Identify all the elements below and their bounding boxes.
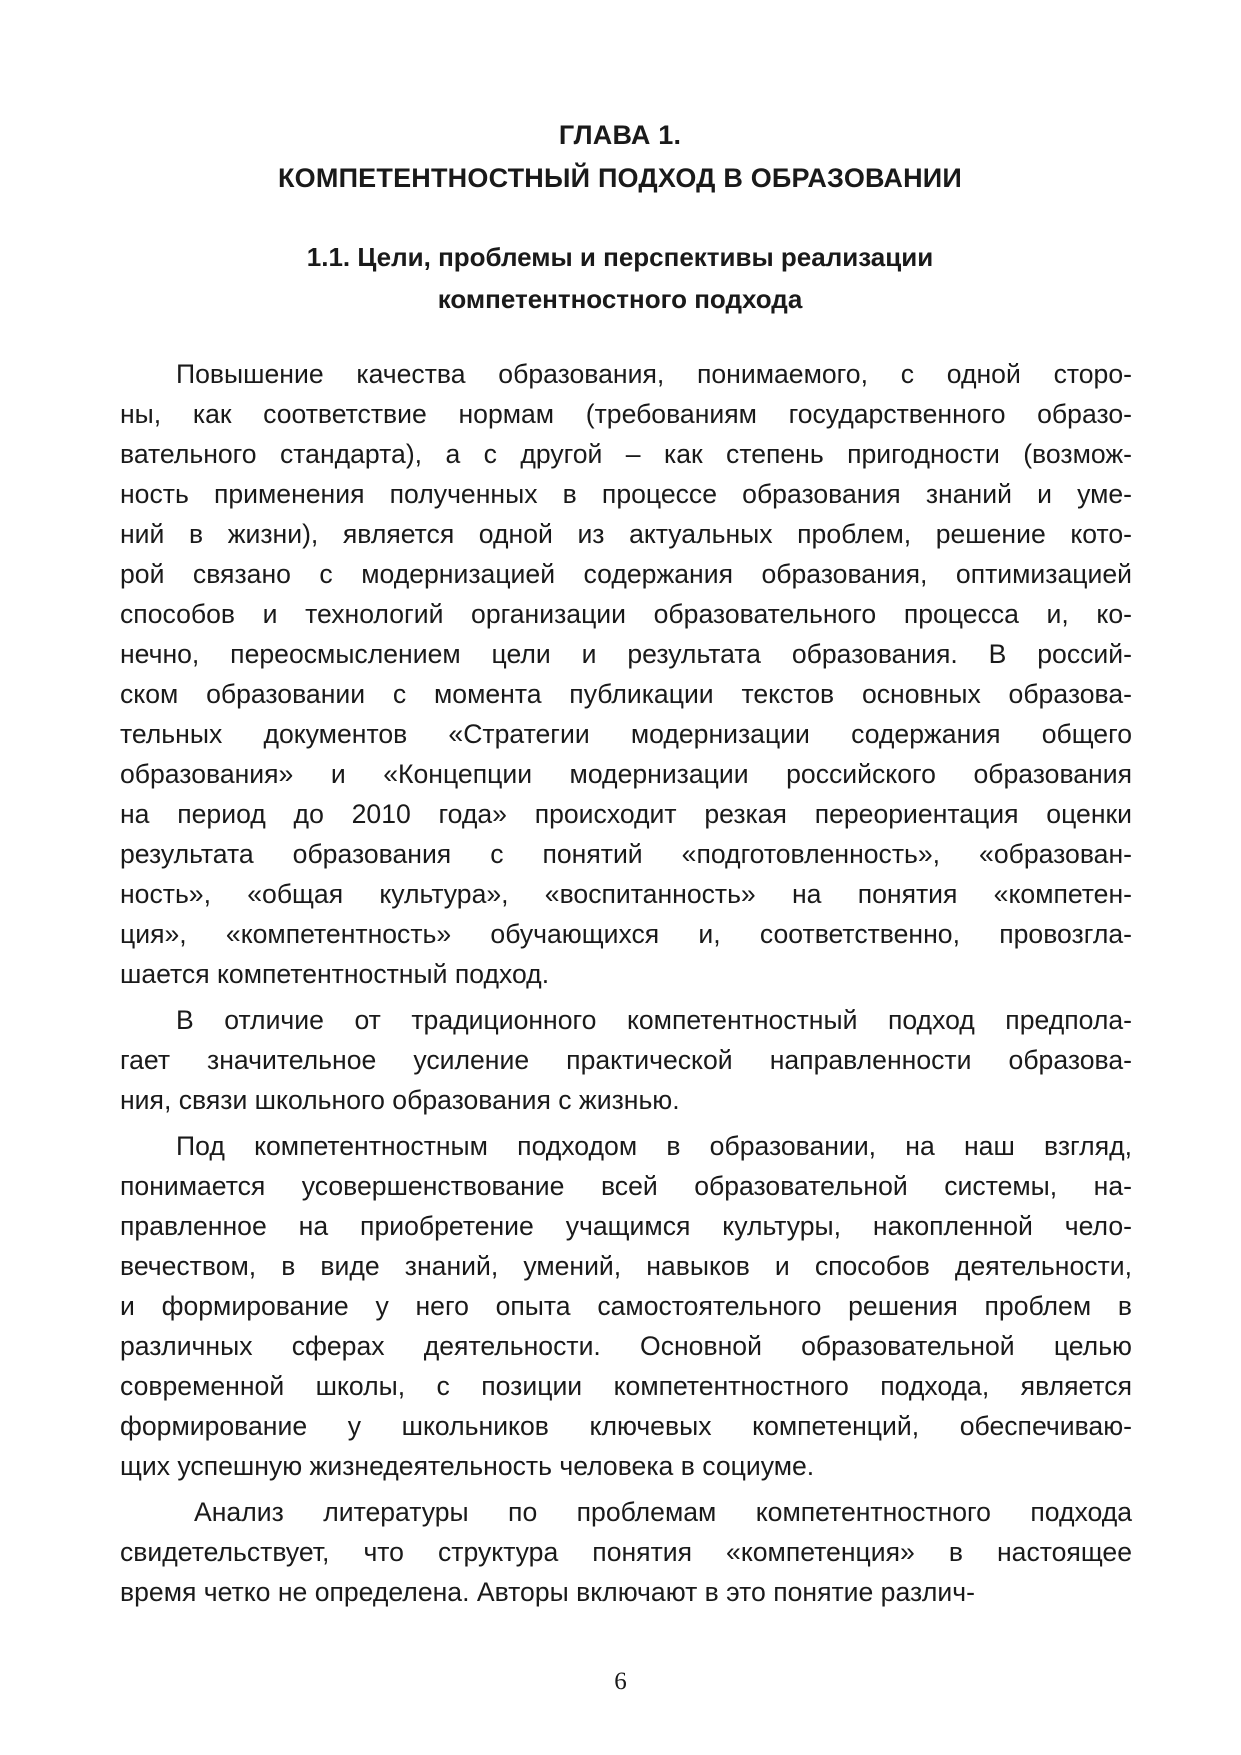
text-line: ний в жизни), является одной из актуальных проблем, решение кото- xyxy=(120,519,1132,549)
paragraph xyxy=(120,1126,1132,1486)
section-title-line-2: компетентностного подхода xyxy=(437,284,803,314)
text-line: вечеством, в виде знаний, умений, навыков и способов деятельности, xyxy=(120,1251,1132,1281)
text-line: Под компетентностным подходом в образовании, на наш взгляд, xyxy=(176,1131,1132,1161)
text-line: понимается усовершенствование всей образовательной системы, на- xyxy=(120,1171,1132,1201)
text-line: формирование у школьников ключевых компетенций, обеспечиваю- xyxy=(120,1411,1132,1441)
text-line: свидетельствует, что структура понятия «компетенция» в настоящее xyxy=(120,1537,1132,1567)
chapter-number: ГЛАВА 1. xyxy=(558,120,682,150)
text-line: гает значительное усиление практической направленности образова- xyxy=(120,1045,1132,1075)
chapter-heading xyxy=(120,114,1120,200)
text-line: щих успешную жизнедеятельность человека в социуме. xyxy=(120,1451,815,1481)
text-line: ция», «компетентность» обучающихся и, соответственно, провозгла- xyxy=(120,919,1132,949)
page-number: 6 xyxy=(614,1668,627,1695)
text-line: современной школы, с позиции компетентностного подхода, является xyxy=(120,1371,1132,1401)
section-heading xyxy=(120,236,1120,320)
text-line: результата образования с понятий «подготовленность», «образован- xyxy=(120,839,1132,869)
paragraph xyxy=(120,1492,1132,1612)
text-line: и формирование у него опыта самостоятельного решения проблем в xyxy=(120,1291,1132,1321)
text-line: ния, связи школьного образования с жизнью. xyxy=(120,1085,680,1115)
text-line: ность применения полученных в процессе образования знаний и уме- xyxy=(120,479,1132,509)
text-line: ность», «общая культура», «воспитанность» на понятия «компетен- xyxy=(120,879,1132,909)
text-line: Анализ литературы по проблемам компетентностного подхода xyxy=(194,1497,1132,1527)
text-line: правленное на приобретение учащимся культуры, накопленной чело- xyxy=(120,1211,1132,1241)
text-line: образования» и «Концепции модернизации российского образования xyxy=(120,759,1132,789)
text-line: ны, как соответствие нормам (требованиям государственного образо- xyxy=(120,399,1132,429)
text-line: различных сферах деятельности. Основной образовательной целью xyxy=(120,1331,1132,1361)
text-line: на период до 2010 года» происходит резкая переориентация оценки xyxy=(120,799,1132,829)
text-line: ском образовании с момента публикации текстов основных образова- xyxy=(120,679,1132,709)
body-text xyxy=(120,354,1132,1618)
text-line: В отличие от традиционного компетентностный подход предпола- xyxy=(176,1005,1132,1035)
chapter-title: КОМПЕТЕНТНОСТНЫЙ ПОДХОД В ОБРАЗОВАНИИ xyxy=(278,163,962,193)
text-line: рой связано с модернизацией содержания образования, оптимизацией xyxy=(120,559,1132,589)
paragraph xyxy=(120,354,1132,994)
text-line: нечно, переосмыслением цели и результата образования. В россий- xyxy=(120,639,1132,669)
text-line: вательного стандарта), а с другой – как степень пригодности (возмож- xyxy=(120,439,1132,469)
section-title-line-1: 1.1. Цели, проблемы и перспективы реализации xyxy=(306,242,934,272)
text-line: тельных документов «Стратегии модернизации содержания общего xyxy=(120,719,1132,749)
text-line: Повышение качества образования, понимаемого, с одной сторо- xyxy=(176,359,1132,389)
text-line: шается компетентностный подход. xyxy=(120,959,550,989)
paragraph xyxy=(120,1000,1132,1120)
text-line: время четко не определена. Авторы включают в это понятие различ- xyxy=(120,1577,975,1607)
text-line: способов и технологий организации образовательного процесса и, ко- xyxy=(120,599,1132,629)
